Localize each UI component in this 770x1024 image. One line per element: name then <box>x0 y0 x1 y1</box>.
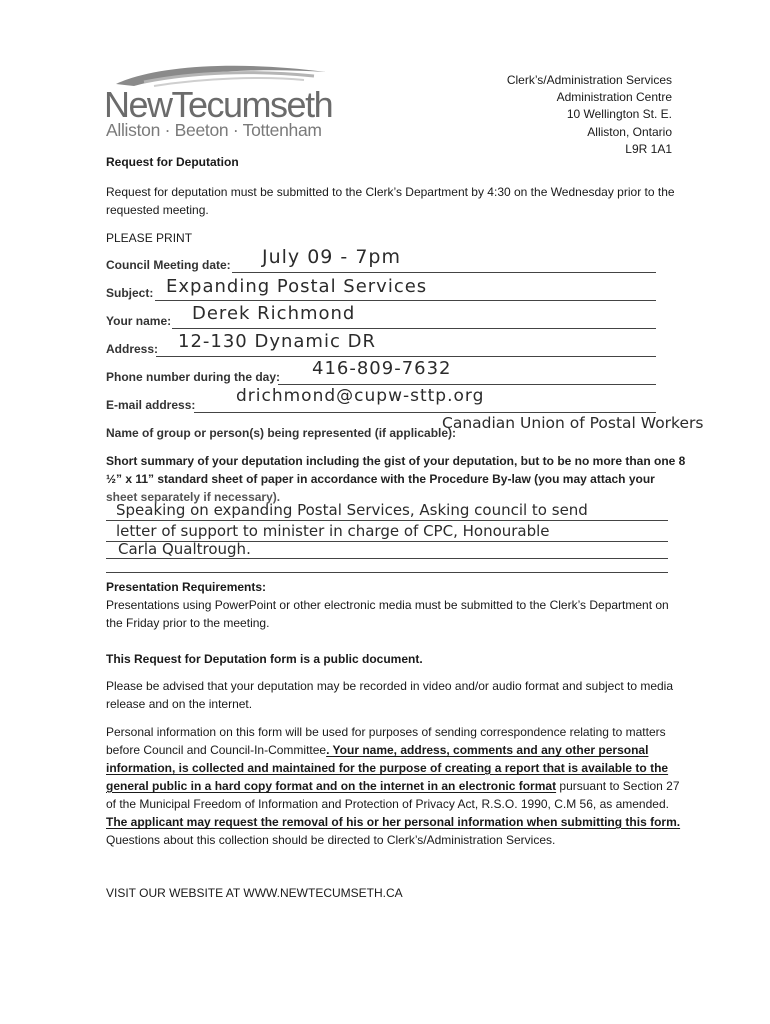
meeting-date-value[interactable]: July 09 - 7pm <box>262 246 401 268</box>
recording-notice: Please be advised that your deputation may be recorded in video and/or audio format and subject to media release and on the internet. <box>106 679 674 711</box>
address-line: Administration Centre <box>556 90 672 105</box>
privacy-underlined: . Your name, address, comments and any other personal information, is collected and maintained for the purpose of creating a report that is available to the general public in a hard copy format and on the internet in an electronic format <box>106 743 669 793</box>
subject-label: Subject: <box>106 286 154 300</box>
please-print-label: PLEASE PRINT <box>106 231 193 245</box>
email-value[interactable]: drichmond@cupw-sttp.org <box>236 386 485 406</box>
logo-name: NewTecumseth <box>104 84 333 125</box>
intro-text: Request for deputation must be submitted to the Clerk’s Department by 4:30 on the Wednesday prior to the requested meeting. <box>106 185 675 217</box>
group-value[interactable]: Canadian Union of Postal Workers <box>442 414 704 432</box>
address-label: Address: <box>106 342 159 356</box>
meeting-date-label: Council Meeting date: <box>106 258 231 272</box>
summary-line <box>106 520 668 521</box>
form-title: Request for Deputation <box>106 155 239 169</box>
summary-text-line[interactable]: Speaking on expanding Postal Services, Asking council to send <box>116 501 588 519</box>
summary-instructions-light: sheet separately if necessary). <box>106 490 281 504</box>
summary-line <box>106 572 668 573</box>
address-line-rule <box>156 356 656 357</box>
name-value[interactable]: Derek Richmond <box>192 303 356 324</box>
address-line: Clerk’s/Administration Services <box>506 73 672 87</box>
presentation-heading: Presentation Requirements: <box>106 580 267 594</box>
email-line <box>194 412 656 413</box>
phone-value[interactable]: 416-809-7632 <box>312 358 452 379</box>
privacy-text: Questions about this collection should be directed to Clerk’s/Administration Services. <box>106 833 556 847</box>
summary-line <box>106 558 668 559</box>
group-label: Name of group or person(s) being represented (if applicable): <box>106 426 457 440</box>
name-line <box>172 328 656 329</box>
office-address <box>507 72 672 158</box>
address-line: L9R 1A1 <box>625 141 672 156</box>
subject-line <box>155 300 656 301</box>
name-label: Your name: <box>106 314 172 328</box>
summary-text-line[interactable]: letter of support to minister in charge of CPC, Honourable <box>116 522 550 540</box>
logo-towns: Alliston · Beeton · Tottenham <box>106 120 322 140</box>
website-link[interactable]: VISIT OUR WEBSITE AT WWW.NEWTECUMSETH.CA <box>106 886 403 900</box>
summary-instructions <box>106 452 686 506</box>
summary-text-line[interactable]: Carla Qualtrough. <box>118 540 251 558</box>
subject-value[interactable]: Expanding Postal Services <box>166 276 428 297</box>
privacy-notice <box>106 723 686 849</box>
phone-line <box>278 384 656 385</box>
public-document-note: This Request for Deputation form is a public document. <box>106 652 423 666</box>
presentation-text: Presentations using PowerPoint or other electronic media must be submitted to the Clerk’s Department on the Friday prior to the meeting. <box>106 598 669 630</box>
address-line: 10 Wellington St. E. <box>566 107 672 122</box>
privacy-underlined: The applicant may request the removal of his or her personal information when submitting this form. <box>106 815 681 829</box>
meeting-date-line <box>232 272 656 273</box>
summary-instructions-bold: Short summary of your deputation including the gist of your deputation, but to be no more than one 8 ½” x 11” standard sheet of paper in accordance with the Procedure By-law (you may attach your <box>106 454 686 486</box>
privacy-text: pursuant to Section 27 of the Municipal Freedom of Information and Protection of Privacy Act, R.S.O. 1990, C.M 56, as amended. <box>106 779 680 811</box>
town-logo <box>104 62 334 142</box>
privacy-text: Personal information on this form will be used for purposes of sending correspondence relating to matters before Council and Council-In-Committee <box>106 725 666 757</box>
address-line: Alliston, Ontario <box>587 124 672 139</box>
address-value[interactable]: 12-130 Dynamic DR <box>178 331 376 352</box>
email-label: E-mail address: <box>106 398 196 412</box>
phone-label: Phone number during the day: <box>106 370 281 384</box>
